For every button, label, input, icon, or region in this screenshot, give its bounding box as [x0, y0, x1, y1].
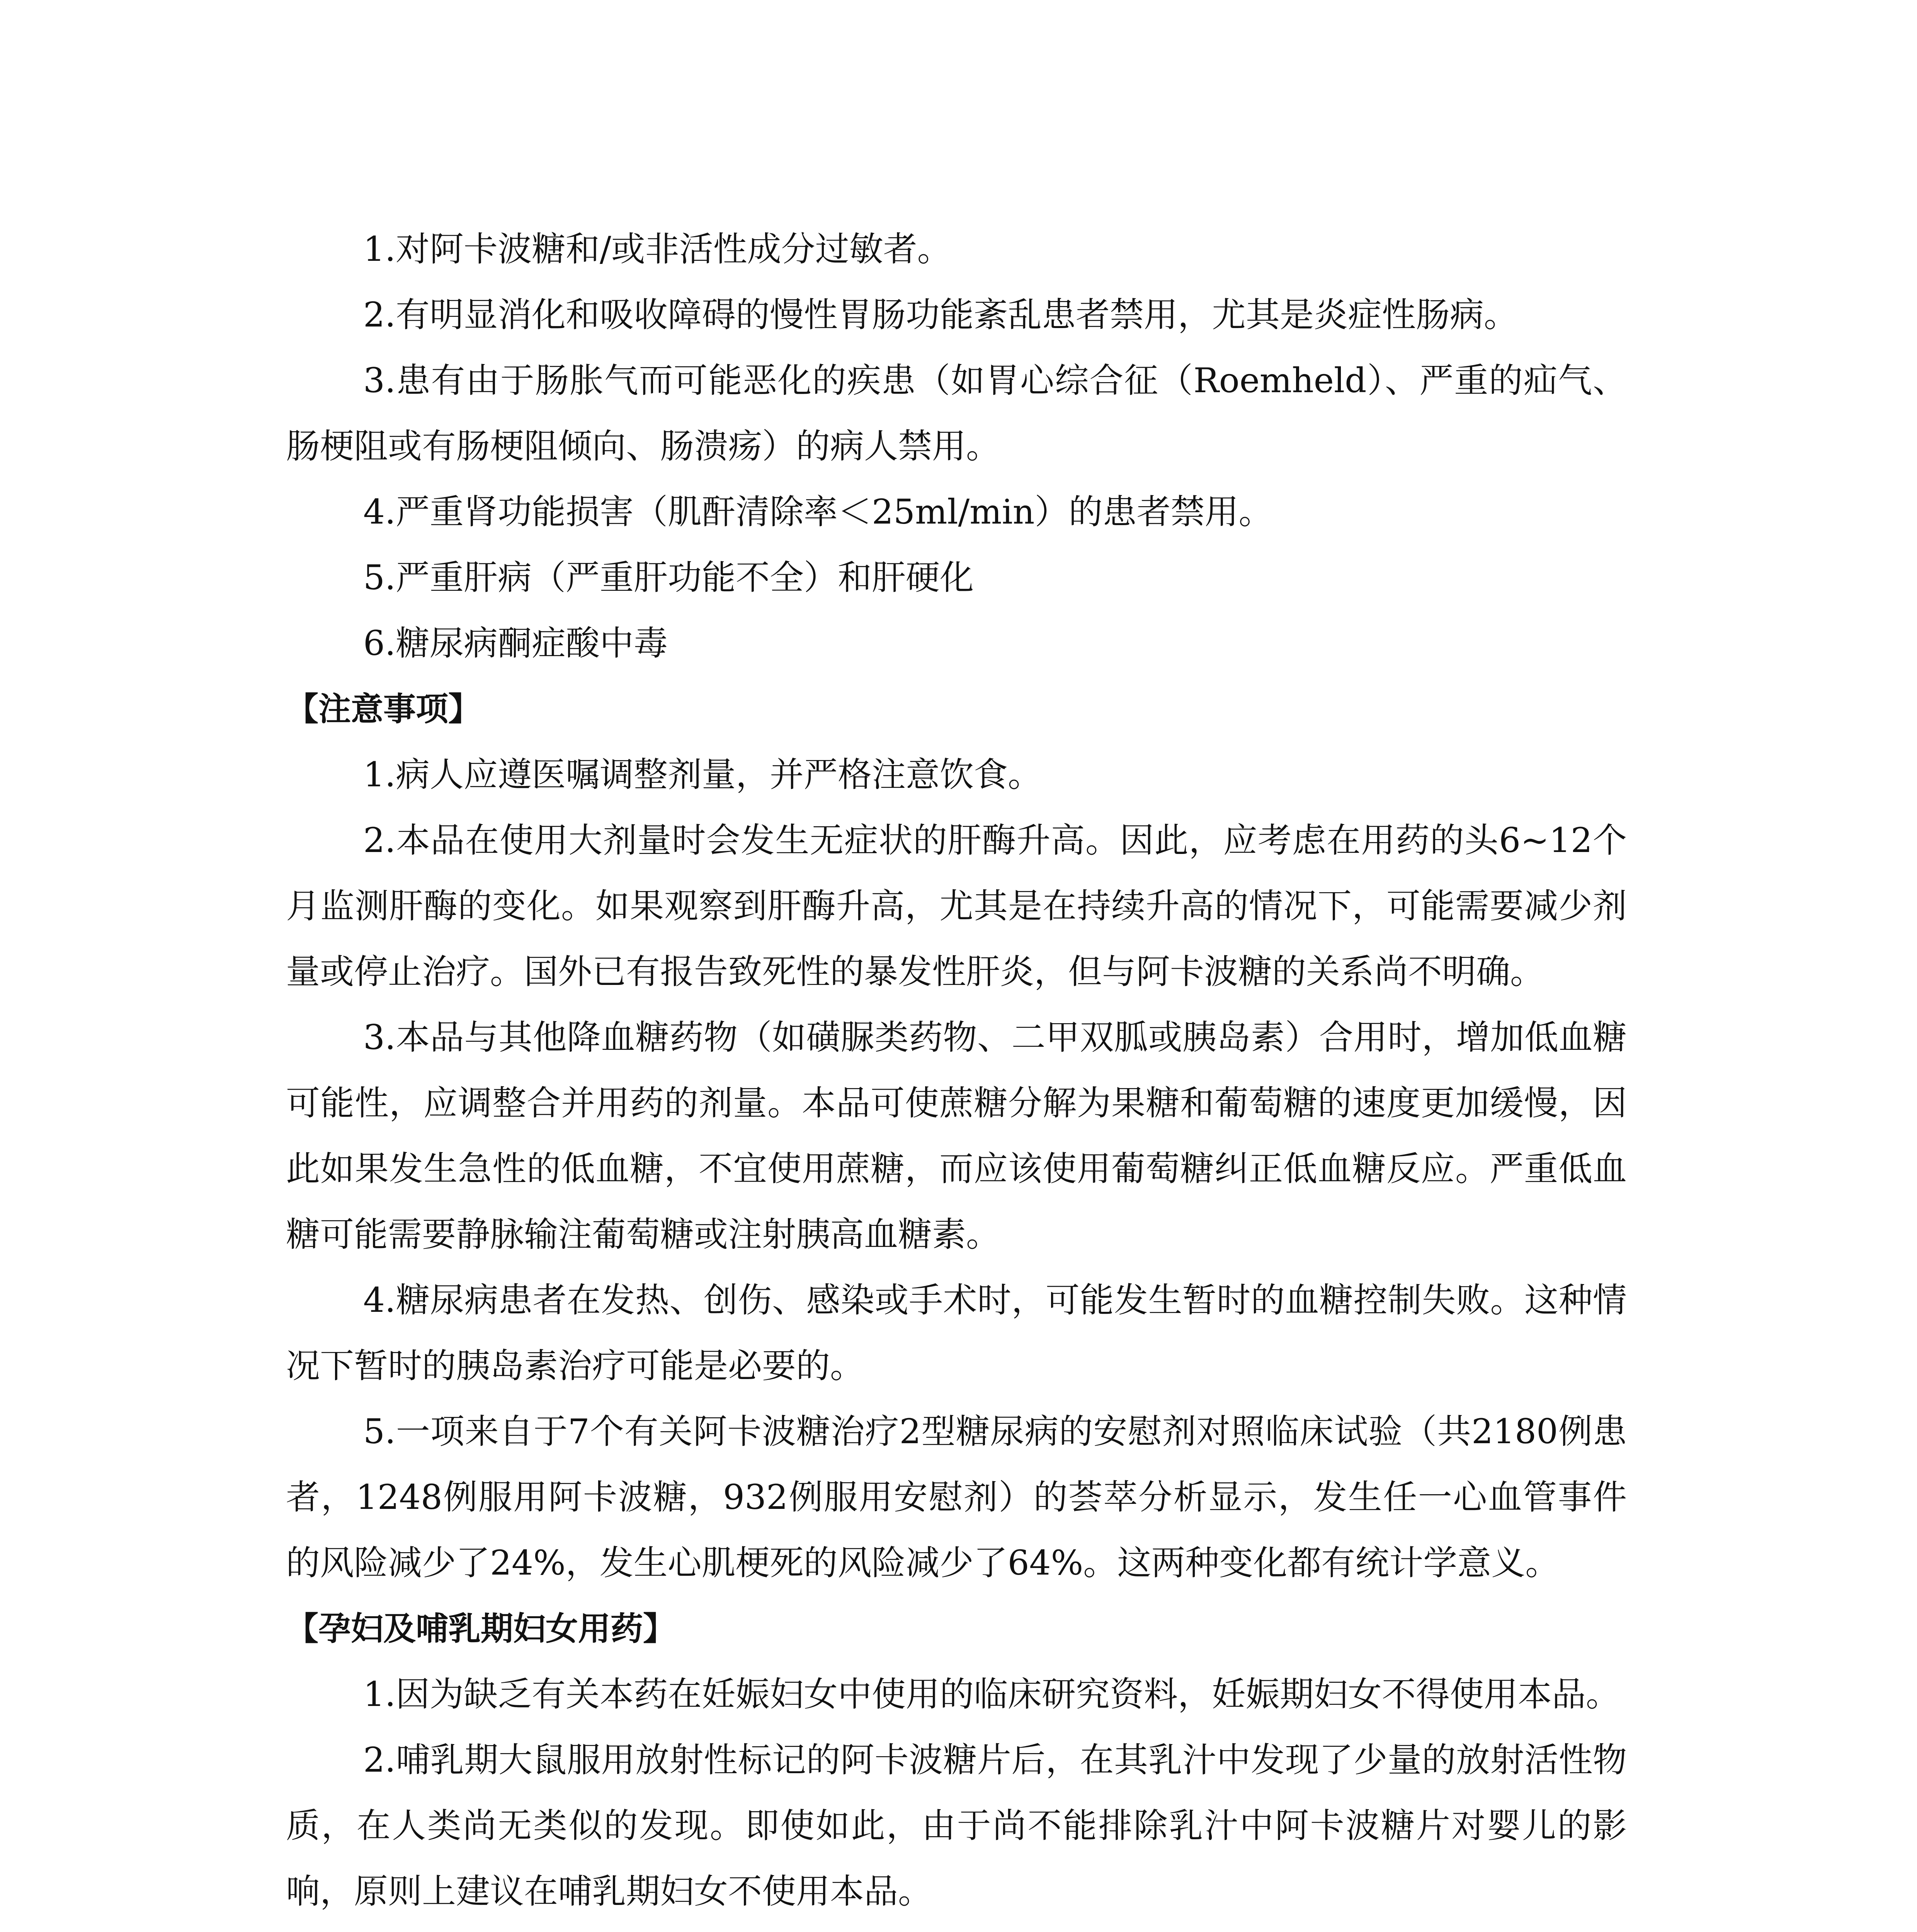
contraindication-item: 6.糖尿病酮症酸中毒 — [363, 623, 668, 663]
contraindication-item: 4.严重肾功能损害（肌酐清除率＜25ml/min）的患者禁用。 — [363, 492, 1273, 532]
contraindication-item: 2.有明显消化和吸收障碍的慢性胃肠功能紊乱患者禁用，尤其是炎症性肠病。 — [363, 295, 1518, 335]
section-heading-pediatric-use — [286, 1924, 1627, 1932]
contraindication-item: 5.严重肝病（严重肝功能不全）和肝硬化 — [363, 558, 974, 597]
pregnancy-item: 2.哺乳期大鼠服用放射性标记的阿卡波糖片后，在其乳汁中发现了少量的放射活性物质，在人类尚无类似的发现。即使如此，由于尚不能排除乳汁中阿卡波糖片对婴儿的影响，原则上建议在哺乳期妇女不使用本品。 — [286, 1740, 1627, 1911]
contraindication-item: 1.对阿卡波糖和/或非活性成分过敏者。 — [363, 229, 951, 269]
pregnancy-item: 1.因为缺乏有关本药在妊娠妇女中使用的临床研究资料，妊娠期妇女不得使用本品。 — [363, 1674, 1620, 1714]
precaution-item: 4.糖尿病患者在发热、创伤、感染或手术时，可能发生暂时的血糖控制失败。这种情况下暂时的胰岛素治疗可能是必要的。 — [286, 1280, 1627, 1386]
document-body — [286, 216, 1627, 1932]
section-heading-precautions: 【注意事项】 — [286, 690, 481, 728]
section-heading-pregnancy-lactation: 【孕妇及哺乳期妇女用药】 — [286, 1610, 676, 1648]
contraindication-item: 3.患有由于肠胀气而可能恶化的疾患（如胃心综合征（Roemheld）、严重的疝气、肠梗阻或有肠梗阻倾向、肠溃疡）的病人禁用。 — [286, 361, 1627, 466]
precaution-item: 5.一项来自于7个有关阿卡波糖治疗2型糖尿病的安慰剂对照临床试验（共2180例患者，1248例服用阿卡波糖，932例服用安慰剂）的荟萃分析显示，发生任一心血管事件的风险减少了24%，发生心肌梗死的风险减少了64%。这两种变化都有统计学意义。 — [286, 1412, 1627, 1583]
precaution-item: 2.本品在使用大剂量时会发生无症状的肝酶升高。因此，应考虑在用药的头6~12个月监测肝酶的变化。如果观察到肝酶升高，尤其是在持续升高的情况下，可能需要减少剂量或停止治疗。国外已有报告致死性的暴发性肝炎，但与阿卡波糖的关系尚不明确。 — [286, 820, 1627, 992]
precaution-item: 1.病人应遵医嘱调整剂量，并严格注意饮食。 — [363, 755, 1042, 794]
precaution-item: 3.本品与其他降血糖药物（如磺脲类药物、二甲双胍或胰岛素）合用时，增加低血糖可能性，应调整合并用药的剂量。本品可使蔗糖分解为果糖和葡萄糖的速度更加缓慢，因此如果发生急性的低血糖，不宜使用蔗糖，而应该使用葡萄糖纠正低血糖反应。严重低血糖可能需要静脉输注葡萄糖或注射胰高血糖素。 — [286, 1017, 1627, 1254]
